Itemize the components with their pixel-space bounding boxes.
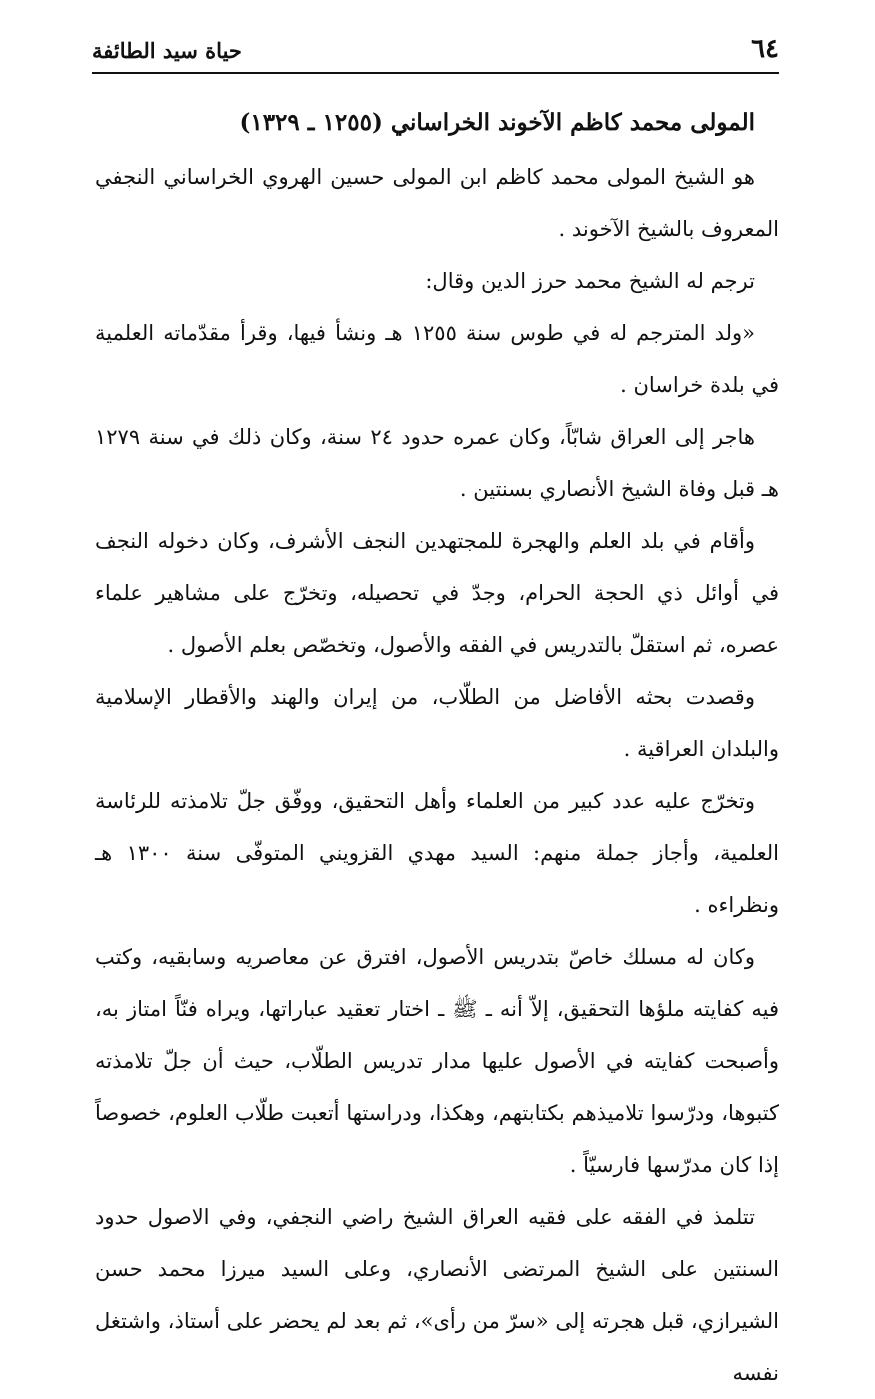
paragraph: تتلمذ في الفقه على فقيه العراق الشيخ راضي النجفي، وفي الاصول حدود السنتين على الشيخ المرتضى الأنصاري، وعلى السيد ميرزا محمد حسن الشيرازي، قبل هجرته إلى «سرّ من رأى»، ثم بعد لم يحضر على أستاذ، واشتغل نفسه [95, 1205, 779, 1385]
paragraph: وتخرّج عليه عدد كبير من العلماء وأهل التحقيق، ووفّق جلّ تلامذته للرئاسة العلمية، وأجاز جملة منهم: السيد مهدي القزويني المتوفّى سنة ١٣٠٠ هـ ونظراءه . [95, 789, 779, 917]
book-title: حياة سيد الطائفة [92, 38, 242, 63]
running-header [92, 30, 779, 70]
section-heading: المولى محمد كاظم الآخوند الخراساني (١٢٥٥ ـ ١٣٢٩) [239, 109, 755, 136]
paragraph: «ولد المترجم له في طوس سنة ١٢٥٥ هـ ونشأ فيها، وقرأ مقدّماته العلمية في بلدة خراسان . [95, 321, 779, 397]
paragraph: هو الشيخ المولى محمد كاظم ابن المولى حسين الهروي الخراساني النجفي المعروف بالشيخ الآخوند . [95, 165, 779, 241]
page-number: ٦٤ [751, 34, 779, 64]
header-rule [92, 72, 779, 74]
body-text [95, 95, 779, 1399]
paragraph: ترجم له الشيخ محمد حرز الدين وقال: [425, 269, 755, 293]
paragraph: وأقام في بلد العلم والهجرة للمجتهدين النجف الأشرف، وكان دخوله النجف في أوائل ذي الحجة الحرام، وجدّ في تحصيله، وتخرّج على مشاهير علماء عصره، ثم استقلّ بالتدريس في الفقه والأصول، وتخصّص بعلم الأصول . [95, 529, 779, 657]
paragraph: هاجر إلى العراق شابّاً، وكان عمره حدود ٢٤ سنة، وكان ذلك في سنة ١٢٧٩ هـ قبل وفاة الشيخ الأنصاري بسنتين . [95, 425, 779, 501]
paragraph: وقصدت بحثه الأفاضل من الطلّاب، من إيران والهند والأقطار الإسلامية والبلدان العراقية . [95, 685, 779, 761]
paragraph: وكان له مسلك خاصّ بتدريس الأصول، افترق عن معاصريه وسابقيه، وكتب فيه كفايته ملؤها التحقيق، إلاّ أنه ـ ﷺ ـ اختار تعقيد عباراتها، ويراه فنّاً امتاز به، وأصبحت كفايته في الأصول عليها مدار تدريس الطلّاب، حيث أن جلّ تلامذته كتبوها، ودرّسوا تلاميذهم بكتابتهم، وهكذا، ودراستها أتعبت طلّاب العلوم، خصوصاً إذا كان مدرّسها فارسيّاً . [95, 945, 779, 1177]
